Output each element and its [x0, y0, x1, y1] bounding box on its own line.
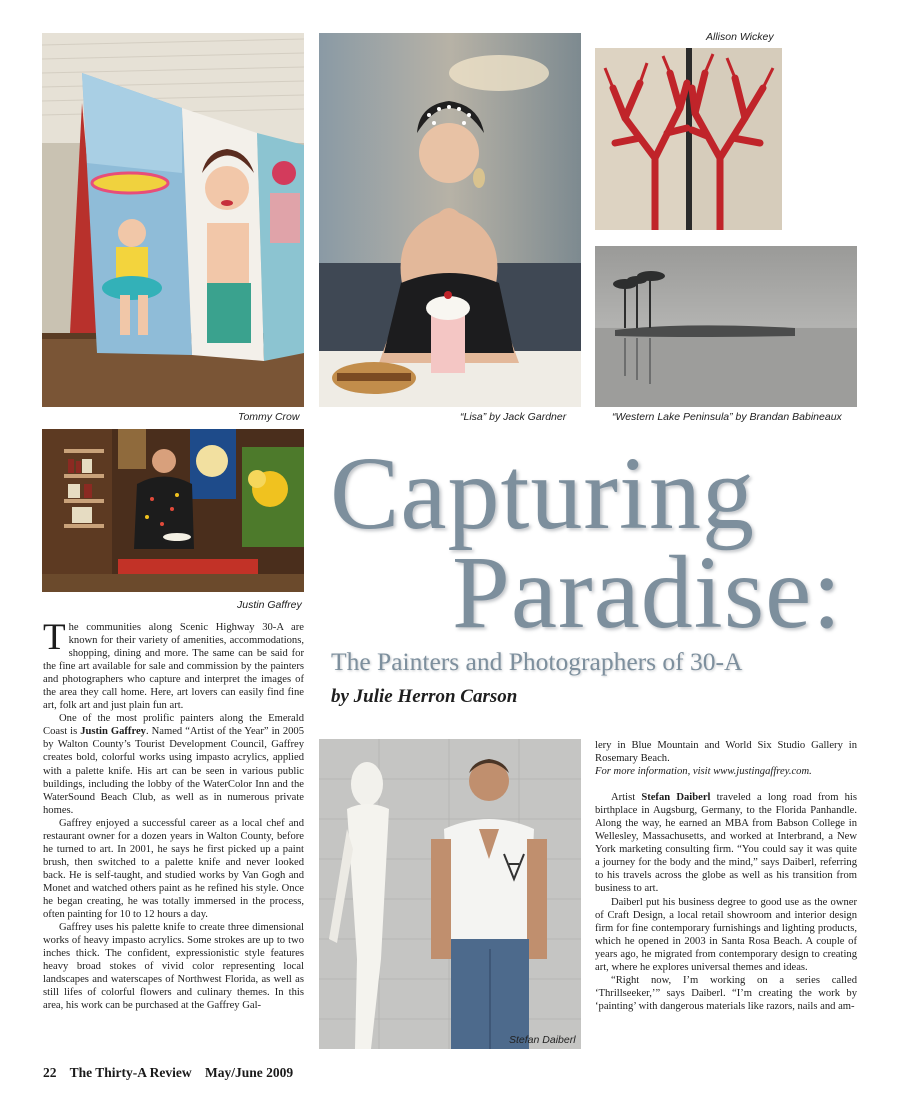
article-column-left	[43, 617, 305, 1012]
photo-allison-wickey-coral	[595, 48, 782, 230]
paragraph-daiberl-career: Daiberl put his business degree to good use as the owner of Craft Design, a local retail showroom and interior design firm for fine contemporary furnishings and lighting products, which he opened in 2003 in Santa Rosa Beach. A couple of years ago, he migrated from contemporary design to creating art, where he explores universal themes and ideas.	[595, 896, 857, 973]
caption-justin-gaffrey: Justin Gaffrey	[237, 599, 302, 611]
paragraph-gaffrey-intro-a: One of the most prolific painters along the Emerald Coast is	[43, 713, 304, 738]
paragraph-daiberl-intro-a: Artist	[611, 792, 642, 804]
article-byline: by Julie Herron Carson	[331, 686, 518, 707]
caption-tommy-crow: Tommy Crow	[238, 411, 300, 423]
paragraph-gaffrey-career: Gaffrey enjoyed a successful career as a local chef and restaurant owner for a dozen years in Walton County, before he turned to art. In 2001, he says he first picked up a paint brush, then switched to a palette knife and never looked back. He is self-taught, and studied works by Van Gogh and Monet and watched others paint as he refined his style. Once he began creating, he was totally immersed in the process, often painting for 10 to 12 hours a day.	[43, 817, 304, 921]
photo-lisa-jack-gardner	[319, 33, 581, 407]
paragraph-daiberl-intro-b: traveled a long road from his birthplace in Augsburg, Germany, to the Florida Panhandle. Along the way, he earned an MBA from Babson College in Wellesley, Massachusetts, and worked at Interbrand, a New York marketing consulting firm. “You could say it was quite a journey for the body and the mind,” says Daiberl, referring to his travels across the globe as well as his transition from business to art.	[595, 792, 857, 895]
paragraph-spacer	[595, 778, 857, 791]
article-column-right	[595, 739, 857, 1013]
paragraph-more-info: For more information, visit www.justingaffrey.com.	[595, 766, 812, 778]
paragraph-intro-text: he communities along Scenic Highway 30-A are known for their variety of amenities, accommodations, shopping, dining and more. The same can be said for the fine art available for sale and commission by the painters and photographers who capture and interpret the images of the area they call home. Here, art lovers can easily find fine art, folk art and just plain fun art.	[43, 622, 304, 712]
caption-stefan-daiberl: Stefan Daiberl	[509, 1034, 576, 1046]
issue-date: May/June 2009	[205, 1065, 294, 1080]
name-justin-gaffrey: Justin Gaffrey	[80, 726, 146, 738]
page-number: 22	[43, 1065, 57, 1080]
photo-western-lake-peninsula	[595, 246, 857, 407]
paragraph-intro	[43, 617, 304, 712]
magazine-name: The Thirty-A Review	[69, 1065, 192, 1080]
caption-allison-wickey: Allison Wickey	[706, 31, 774, 43]
paragraph-daiberl-quote: “Right now, I’m working on a series called ‘Thrillseeker,’” says Daiberl. “I’m creating the work by ‘painting’ with dangerous materials like razors, nails and am-	[595, 974, 857, 1012]
caption-western-lake: “Western Lake Peninsula” by Brandan Babineaux	[612, 411, 842, 423]
paragraph-gaffrey-intro	[43, 712, 304, 816]
name-stefan-daiberl: Stefan Daiberl	[641, 792, 711, 804]
paragraph-gallery: lery in Blue Mountain and World Six Studio Gallery in Rosemary Beach.	[595, 740, 857, 765]
caption-lisa: “Lisa” by Jack Gardner	[460, 411, 567, 423]
page-folio	[43, 1065, 303, 1081]
headline-line-1: Capturing	[330, 436, 755, 551]
photo-justin-gaffrey-studio	[42, 429, 304, 592]
paragraph-daiberl-intro	[595, 791, 857, 895]
headline-line-2: Paradise:	[452, 535, 843, 650]
paragraph-gaffrey-intro-b: . Named “Artist of the Year” in 2005 by Walton County’s Tourist Development Council, Gaffrey creates bold, colorful works using impasto acrylics, applied with a palette knife. His art can be seen in various public buildings, including the lobby of the WaterColor Inn and the WaterSound Beach Club, as well as in numerous private homes.	[43, 726, 305, 816]
photo-tommy-crow-banners	[42, 33, 304, 407]
drop-cap: T	[43, 617, 66, 658]
photo-stefan-daiberl	[319, 739, 581, 1049]
paragraph-gaffrey-technique: Gaffrey uses his palette knife to create three dimensional works of heavy impasto acrylics. Some strokes are up to two inches thick. The confident, expressionistic style features heavy broad stokes of vivid color representing local landscapes and waterscapes of Northwest Florida, as well as still lifes of colorful flowers and culinary themes. In this area, his work can be purchased at the Gaffrey Gal-	[43, 922, 304, 1012]
headline-subtitle: The Painters and Photographers of 30-A	[331, 647, 743, 676]
